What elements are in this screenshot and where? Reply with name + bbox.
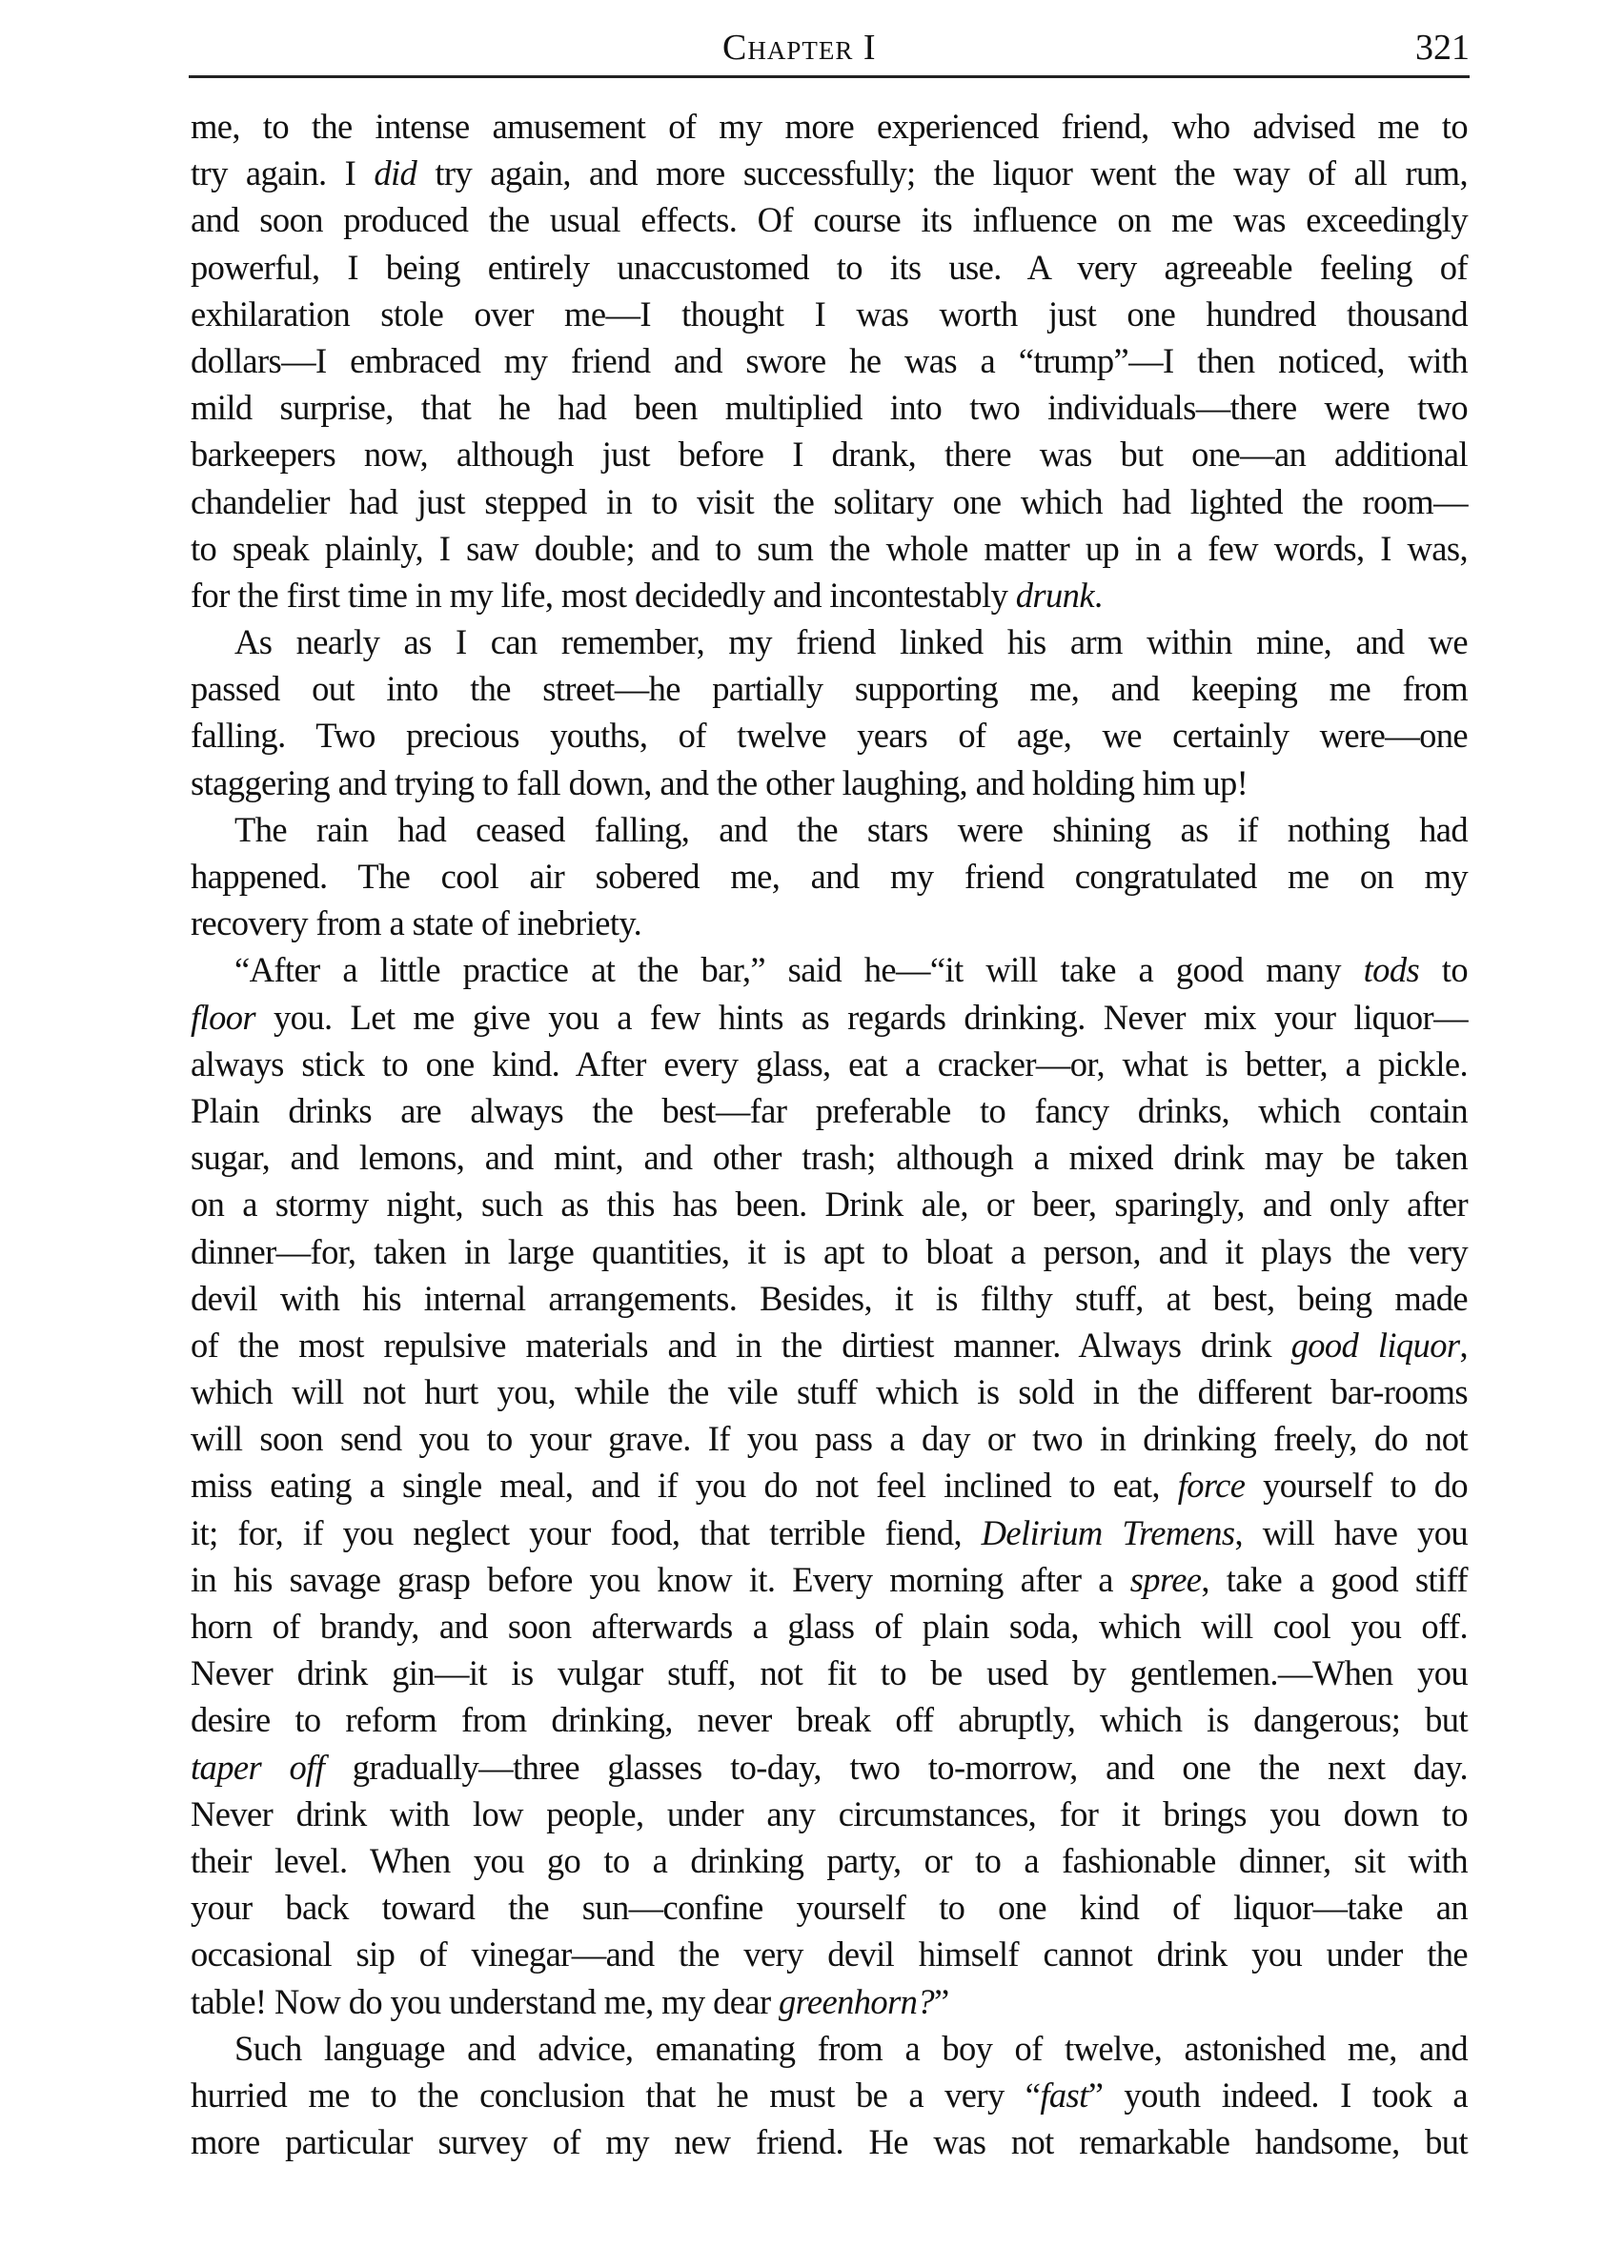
text-line — [191, 806, 1468, 853]
text-line — [191, 2025, 1468, 2072]
text-line — [191, 196, 1468, 243]
text-segment: occasional sip of vinegar—and the very devil himself cannot drink you under the — [191, 1934, 1468, 1974]
text-segment: Such language and advice, emanating from a boy of twelve, astonished me, and — [234, 2028, 1468, 2068]
text-segment: exhilaration stole over me—I thought I was worth just one hundred thousand — [191, 294, 1468, 334]
text-segment: mild surprise, that he had been multiplied into two individuals—there were two — [191, 388, 1468, 428]
italic-text: force — [1177, 1466, 1246, 1506]
text-segment: recovery from a state of inebriety. — [191, 903, 642, 943]
text-segment: falling. Two precious youths, of twelve years of age, we certainly were—one — [191, 716, 1468, 756]
text-segment: , will have you — [1234, 1512, 1468, 1552]
text-segment: desire to reform from drinking, never break off abruptly, which is dangerous; but — [191, 1700, 1468, 1740]
text-segment: . — [1093, 575, 1103, 615]
text-line — [191, 337, 1468, 384]
text-line — [191, 1791, 1468, 1837]
text-segment: dinner—for, taken in large quantities, it is apt to bloat a person, and it plays the very — [191, 1231, 1468, 1271]
running-header — [189, 21, 1470, 69]
text-segment: always stick to one kind. After every glass, eat a cracker—or, what is better, a pickle. — [191, 1043, 1468, 1083]
italic-text: tods — [1363, 950, 1420, 990]
italic-text: Delirium Tremens — [981, 1512, 1235, 1552]
text-segment: , — [1459, 1325, 1468, 1365]
text-line — [191, 150, 1468, 196]
text-line — [191, 572, 1468, 618]
text-segment: in his savage grasp before you know it. Every morning after a — [191, 1559, 1130, 1599]
italic-text: floor — [191, 997, 255, 1037]
text-line — [191, 2118, 1468, 2165]
text-line — [191, 1181, 1468, 1227]
text-segment: powerful, I being entirely unaccustomed to its use. A very agreeable feeling of — [191, 247, 1468, 287]
text-segment: Never drink gin—it is vulgar stuff, not fit to be used by gentlemen.—When you — [191, 1653, 1468, 1693]
text-segment: me, to the intense amusement of my more experienced friend, who advised me to — [191, 107, 1468, 146]
text-segment: happened. The cool air sobered me, and my friend congratulated me on my — [191, 857, 1468, 896]
text-line — [191, 665, 1468, 712]
text-segment: to speak plainly, I saw double; and to sum the whole matter up in a few words, I was, — [191, 528, 1468, 568]
text-line — [191, 525, 1468, 572]
header-rule — [189, 75, 1470, 78]
body-text — [191, 103, 1468, 2165]
text-segment: gradually—three glasses to-day, two to-morrow, and one the next day. — [324, 1747, 1468, 1787]
text-line — [191, 759, 1468, 806]
text-line — [191, 1275, 1468, 1322]
text-segment: you. Let me give you a few hints as regards drinking. Never mix your liquor— — [255, 997, 1468, 1037]
text-segment: which will not hurt you, while the vile stuff which is sold in the different bar-rooms — [191, 1372, 1468, 1412]
page-number: 321 — [1415, 28, 1470, 68]
text-segment: and soon produced the usual effects. Of course its influence on me was exceedingly — [191, 200, 1468, 240]
text-segment: yourself to do — [1245, 1466, 1468, 1506]
text-line — [191, 1556, 1468, 1603]
text-segment: for the first time in my life, most decidedly and incontestably — [191, 575, 1016, 615]
text-segment: to — [1419, 950, 1468, 990]
text-line — [191, 1931, 1468, 1977]
text-segment: miss eating a single meal, and if you do not feel inclined to eat, — [191, 1466, 1178, 1506]
italic-text: spree — [1129, 1559, 1202, 1599]
text-line — [191, 618, 1468, 665]
text-segment: try again. I — [191, 153, 375, 193]
text-line — [191, 478, 1468, 525]
text-segment: it; for, if you neglect your food, that terrible fiend, — [191, 1512, 982, 1552]
text-segment: , take a good stiff — [1201, 1559, 1468, 1599]
text-line — [191, 1462, 1468, 1509]
text-line — [191, 244, 1468, 291]
text-segment: The rain had ceased falling, and the stars were shining as if nothing had — [234, 809, 1468, 849]
italic-text: good liquor — [1290, 1325, 1460, 1365]
text-line — [191, 1978, 1468, 2025]
text-segment: your back toward the sun—confine yourself to one kind of liquor—take an — [191, 1888, 1468, 1928]
text-line — [191, 291, 1468, 337]
italic-text: greenhorn? — [779, 1981, 934, 2021]
text-line — [191, 1603, 1468, 1650]
text-segment: “After a little practice at the bar,” said he—“it will take a good many — [234, 950, 1364, 990]
italic-text: did — [374, 153, 417, 193]
text-line — [191, 384, 1468, 431]
text-segment: hurried me to the conclusion that he must be a very “ — [191, 2075, 1041, 2115]
text-segment: passed out into the street—he partially supporting me, and keeping me from — [191, 669, 1468, 709]
text-line — [191, 2072, 1468, 2118]
text-segment: As nearly as I can remember, my friend linked his arm within mine, and we — [234, 622, 1468, 662]
text-line — [191, 946, 1468, 993]
text-segment: ” — [934, 1981, 949, 2021]
text-line — [191, 1228, 1468, 1275]
italic-text: drunk — [1015, 575, 1094, 615]
text-line — [191, 853, 1468, 900]
text-line — [191, 431, 1468, 477]
text-segment: try again, and more successfully; the liquor went the way of all rum, — [416, 153, 1468, 193]
text-line — [191, 900, 1468, 946]
text-segment: ” youth indeed. I took a — [1087, 2075, 1468, 2115]
text-segment: table! Now do you understand me, my dear — [191, 1981, 780, 2021]
text-line — [191, 1322, 1468, 1368]
text-segment: barkeepers now, although just before I drank, there was but one—an additional — [191, 435, 1468, 475]
text-segment: will soon send you to your grave. If you pass a day or two in drinking freely, do not — [191, 1419, 1468, 1459]
text-segment: their level. When you go to a drinking party, or to a fashionable dinner, sit with — [191, 1840, 1468, 1880]
text-line — [191, 1415, 1468, 1462]
text-segment: Never drink with low people, under any circumstances, for it brings you down to — [191, 1793, 1468, 1833]
text-line — [191, 1134, 1468, 1181]
text-segment: chandelier had just stepped in to visit the solitary one which had lighted the room— — [191, 481, 1468, 521]
text-line — [191, 103, 1468, 150]
text-segment: devil with his internal arrangements. Besides, it is filthy stuff, at best, being made — [191, 1278, 1468, 1318]
text-line — [191, 1368, 1468, 1415]
text-line — [191, 1837, 1468, 1884]
text-line — [191, 1650, 1468, 1696]
italic-text: fast — [1040, 2075, 1088, 2115]
text-line — [191, 1744, 1468, 1791]
chapter-title: Chapter I — [722, 28, 877, 68]
text-segment: on a stormy night, such as this has been. Drink ale, or beer, sparingly, and only after — [191, 1185, 1468, 1225]
text-line — [191, 994, 1468, 1041]
italic-text: taper off — [191, 1747, 325, 1787]
text-segment: more particular survey of my new friend. He was not remarkable handsome, but — [191, 2122, 1468, 2162]
text-line — [191, 1696, 1468, 1743]
text-line — [191, 712, 1468, 759]
text-segment: dollars—I embraced my friend and swore he was a “trump”—I then noticed, with — [191, 340, 1468, 380]
text-line — [191, 1509, 1468, 1556]
text-segment: of the most repulsive materials and in the dirtiest manner. Always drink — [191, 1325, 1291, 1365]
text-line — [191, 1884, 1468, 1931]
text-segment: sugar, and lemons, and mint, and other trash; although a mixed drink may be taken — [191, 1138, 1468, 1178]
text-line — [191, 1041, 1468, 1087]
text-segment: horn of brandy, and soon afterwards a glass of plain soda, which will cool you off. — [191, 1607, 1468, 1646]
text-line — [191, 1087, 1468, 1134]
text-segment: Plain drinks are always the best—far preferable to fancy drinks, which contain — [191, 1090, 1468, 1130]
text-segment: staggering and trying to fall down, and the other laughing, and holding him up! — [191, 762, 1248, 802]
